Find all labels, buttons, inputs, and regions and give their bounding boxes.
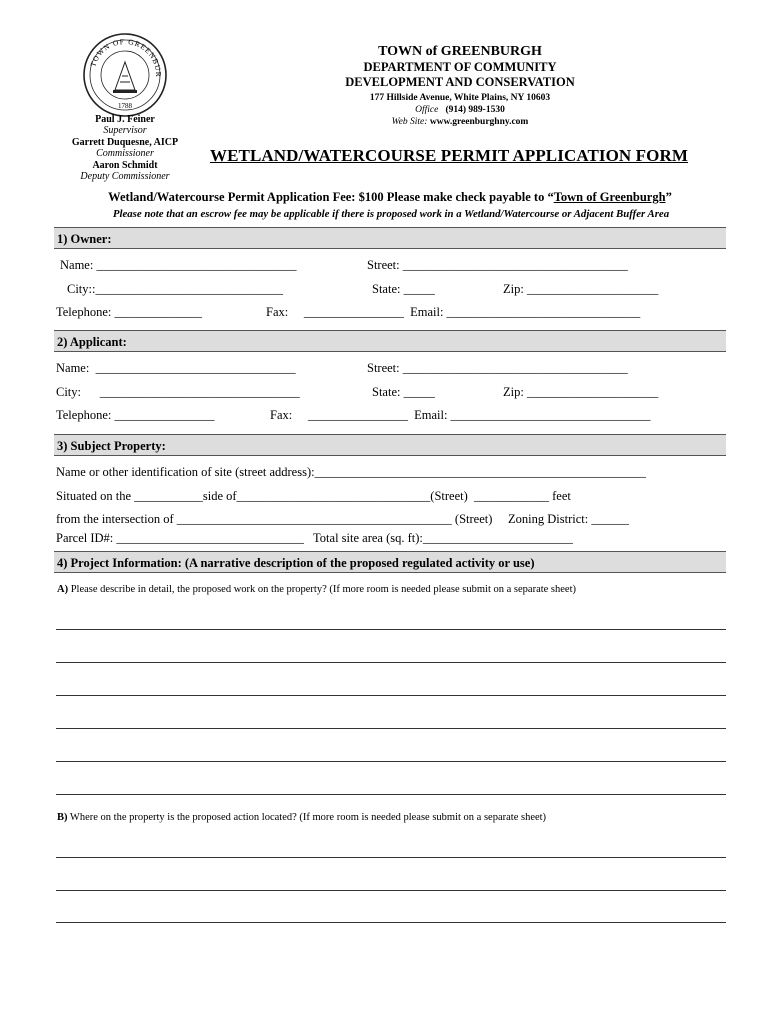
intersection-zoning-field[interactable]: from the intersection of ____________________________________________ (Street) Zoning District: ______ [56, 512, 629, 526]
official-name: Paul J. Feiner [95, 114, 155, 125]
site-identification-field[interactable]: Name or other identification of site (street address):_____________________________________________________ [56, 465, 646, 479]
answer-b-line[interactable] [56, 922, 726, 923]
owner-state-field[interactable]: State: _____ [372, 282, 435, 296]
answer-a-line[interactable] [56, 662, 726, 663]
applicant-fax-email-field[interactable]: Fax: ________________ Email: ________________________________ [270, 408, 651, 422]
answer-a-line[interactable] [56, 695, 726, 696]
answer-b-line[interactable] [56, 890, 726, 891]
official-name: Garrett Duquesne, AICP [71, 136, 179, 148]
applicant-name-field[interactable]: Name: ________________________________ [56, 361, 296, 375]
office-phone: (914) 989-1530 [445, 105, 505, 115]
answer-b-line[interactable] [56, 857, 726, 858]
owner-telephone-field[interactable]: Telephone: ______________ [56, 305, 202, 319]
seal-text: TOWN OF GREENBUR [88, 36, 164, 78]
section-project-header: 4) Project Information: (A narrative description of the proposed regulated activity or use) [54, 551, 726, 573]
applicant-state-field[interactable]: State: _____ [372, 385, 435, 399]
town-name: TOWN of GREENBURGH [378, 44, 542, 59]
owner-zip-field[interactable]: Zip: _____________________ [503, 282, 659, 296]
department-line-1: DEPARTMENT OF COMMUNITY [363, 60, 557, 74]
escrow-note: Please note that an escrow fee may be applicable if there is proposed work in a Wetland/Watercourse or Adjacent Buffer Area [112, 208, 670, 220]
official-role: Deputy Commissioner [80, 171, 170, 183]
answer-a-line[interactable] [56, 794, 726, 795]
answer-a-line[interactable] [56, 761, 726, 762]
owner-fax-email-field[interactable]: Fax: ________________ Email: _______________________________ [266, 305, 641, 319]
form-title: WETLAND/WATERCOURSE PERMIT APPLICATION FORM [210, 146, 688, 165]
official-role: Supervisor [103, 125, 147, 137]
svg-text:TOWN OF GREENBURGH [82, 32, 163, 78]
official-name: Aaron Schmidt [92, 159, 158, 171]
office-label: Office [415, 105, 439, 115]
owner-name-field[interactable]: Name: ________________________________ [60, 258, 297, 272]
question-b-label: B) [57, 812, 68, 823]
applicant-city-field[interactable]: City: ________________________________ [56, 385, 300, 399]
section-applicant-header: 2) Applicant: [54, 330, 726, 352]
address: 177 Hillside Avenue, White Plains, NY 10603 [369, 93, 551, 103]
official-role: Commissioner [96, 148, 154, 160]
fee-line [60, 190, 720, 205]
seal-icon [82, 32, 168, 118]
website-line [300, 116, 620, 128]
applicant-street-field[interactable]: Street: ____________________________________ [367, 361, 628, 375]
department-line-2: DEVELOPMENT AND CONSERVATION [345, 75, 575, 89]
parcel-area-field[interactable]: Parcel ID#: ______________________________ Total site area (sq. ft):________________________ [56, 531, 573, 545]
section-owner-header: 1) Owner: [54, 227, 726, 249]
office-phone-line [300, 104, 620, 116]
web-url: www.greenburghny.com [429, 117, 529, 127]
applicant-telephone-field[interactable]: Telephone: ________________ [56, 408, 215, 422]
web-label: Web Site: [391, 117, 428, 127]
owner-street-field[interactable]: Street: ____________________________________ [367, 258, 628, 272]
fee-close: ” [665, 190, 672, 204]
question-a-label: A) [57, 584, 69, 595]
town-seal [82, 32, 168, 118]
question-b-text: Where on the property is the proposed action located? (If more room is needed please submit on a separate sheet) [67, 812, 547, 823]
payee: Town of Greenburgh [553, 190, 666, 204]
officials-block [55, 114, 195, 182]
applicant-zip-field[interactable]: Zip: _____________________ [503, 385, 659, 399]
situated-field[interactable]: Situated on the ___________side of_______________________________(Street) ____________ feet [56, 489, 571, 503]
answer-a-line[interactable] [56, 728, 726, 729]
letterhead [300, 44, 620, 128]
seal-year: 1788 [118, 102, 132, 110]
question-a-text: Please describe in detail, the proposed work on the property? (If more room is needed please submit on a separate sheet) [68, 584, 577, 595]
owner-city-field[interactable]: City::______________________________ [67, 282, 283, 296]
answer-a-line[interactable] [56, 629, 726, 630]
question-b [57, 812, 546, 823]
fee-text: Wetland/Watercourse Permit Application Fee: $100 Please make check payable to “ [108, 190, 554, 204]
section-property-header: 3) Subject Property: [54, 434, 726, 456]
question-a [57, 584, 576, 595]
